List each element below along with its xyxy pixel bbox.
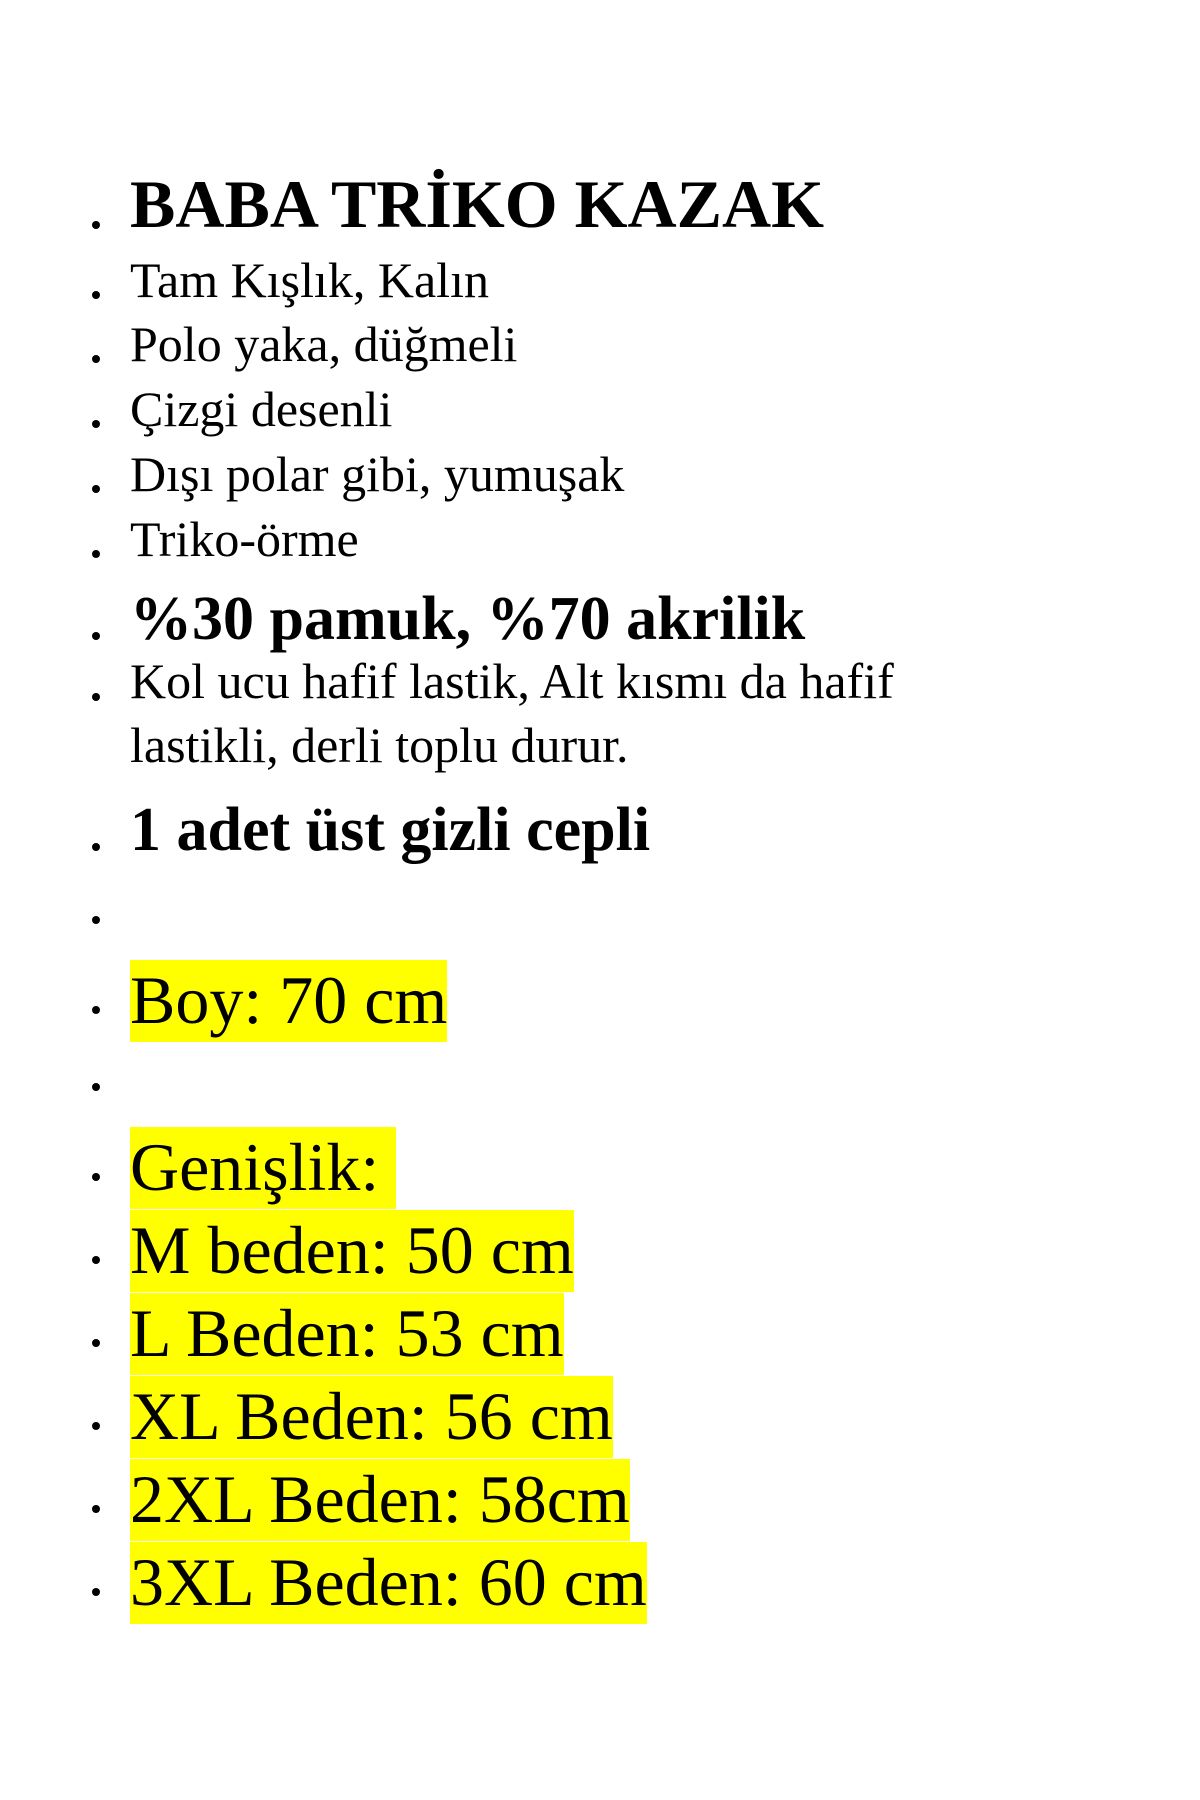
size-width-text: 2XL Beden: 58cm [130,1459,630,1541]
bullet-icon [92,1256,100,1264]
bullet-icon [92,1588,100,1596]
bullet-icon [92,1505,100,1513]
bullet-icon [92,1006,100,1014]
feature-text: Polo yaka, düğmeli [130,316,518,372]
bullet-icon [92,291,100,299]
bullet-icon [92,632,100,640]
size-width-text: L Beden: 53 cm [130,1293,564,1375]
pocket-text: 1 adet üst gizli cepli [130,796,651,864]
product-title: BABA TRİKO KAZAK [130,166,825,242]
bullet-icon [92,221,100,229]
feature-text: Dışı polar gibi, yumuşak [130,446,625,502]
bullet-icon [92,843,100,851]
bullet-icon [92,485,100,493]
bullet-icon [92,550,100,558]
bullet-icon [92,916,100,924]
size-width-text: 3XL Beden: 60 cm [130,1542,647,1624]
bullet-icon [92,1083,100,1091]
size-width-text: M beden: 50 cm [130,1210,574,1292]
bullet-icon [92,420,100,428]
length-text: Boy: 70 cm [130,960,447,1042]
composition-text: %30 pamuk, %70 akrilik [130,585,806,653]
bullet-icon [92,355,100,363]
width-heading: Genişlik: [130,1127,396,1209]
size-width-text: XL Beden: 56 cm [130,1376,613,1458]
bullet-icon [92,1173,100,1181]
bullet-icon [92,1339,100,1347]
feature-text: Kol ucu hafif lastik, Alt kısmı da hafif lastikli, derli toplu durur. [130,653,894,773]
bullet-icon [92,1422,100,1430]
feature-text: Tam Kışlık, Kalın [130,252,489,308]
feature-text: Çizgi desenli [130,381,393,437]
bullet-icon [92,693,100,701]
feature-text: Triko-örme [130,511,359,567]
